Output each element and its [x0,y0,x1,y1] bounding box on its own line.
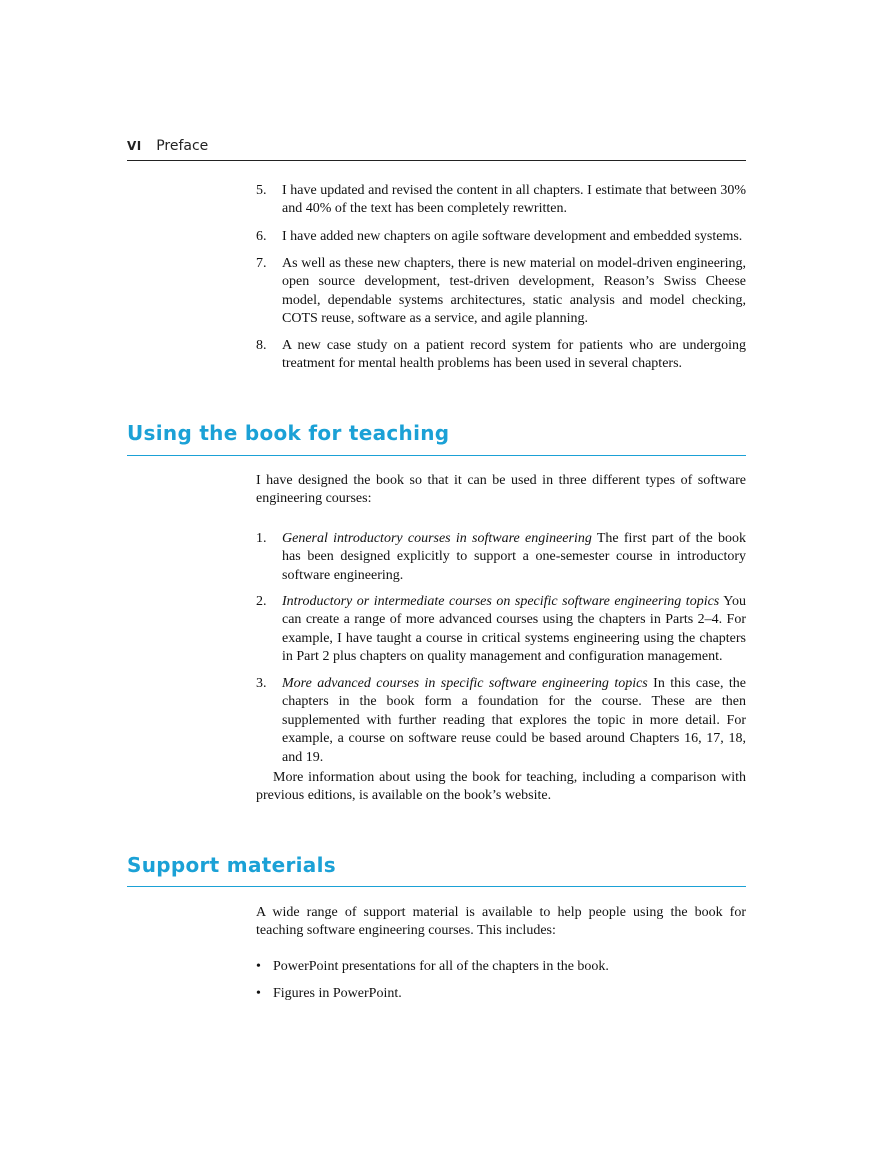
course-text [282,530,746,585]
bullet-item [256,958,746,976]
page-number: VI [127,139,142,153]
bullet-dot: • [256,959,261,974]
teaching-more-info: More information about using the book for teaching, including a comparison with previous editions, is available on the book’s website. [256,770,746,804]
section-rule [127,886,746,887]
course-text [282,593,746,667]
course-title: More advanced courses in specific software engineering topics [282,676,648,691]
bullet-text: Figures in PowerPoint. [273,986,402,1001]
course-item [256,675,746,767]
list-item-text: As well as these new chapters, there is new material on model-driven engineering, open source development, test-driven development, Reason’s Swiss Cheese model, dependable systems architectures, static analysis and model checking, COTS reuse, software as a service, and agile planning. [282,256,746,327]
list-item-number: 5. [256,183,267,198]
list-item-number: 6. [256,229,267,244]
support-intro: A wide range of support material is available to help people using the book for teaching software engineering courses. This includes: [256,905,746,939]
section-heading-support: Support materials [127,853,336,877]
list-item-number: 7. [256,256,267,271]
course-item [256,593,746,667]
course-description: You can create a range of more advanced courses using the chapters in Parts 2–4. For example, I have taught a course in critical systems engineering using the chapters in Part 2 plus chapters on quality management and configuration management. [282,594,746,665]
list-item [256,337,746,374]
bullet-text: PowerPoint presentations for all of the chapters in the book. [273,959,609,974]
list-item [256,182,746,219]
running-head-title: Preface [156,138,209,154]
course-description: In this case, the chapters in the book form a foundation for the course. These are then supplemented with further reading that explores the topic in more detail. For example, a course on software reuse could be based around Chapters 16, 17, 18, and 19. [282,676,746,765]
section-heading-teaching: Using the book for teaching [127,421,450,445]
list-item-number: 8. [256,338,267,353]
list-item-text: I have added new chapters on agile software development and embedded systems. [282,229,743,244]
list-item [256,228,746,246]
section-rule [127,455,746,456]
list-item-text: I have updated and revised the content in all chapters. I estimate that between 30% and 40% of the text has been completely rewritten. [282,183,746,217]
course-title: General introductory courses in software engineering [282,531,592,546]
list-item-text: A new case study on a patient record system for patients who are undergoing treatment for mental health problems has been used in several chapters. [282,338,746,372]
course-item [256,530,746,585]
header-rule [127,160,746,161]
course-description: The first part of the book has been designed explicitly to support a one-semester course in introductory software engineering. [282,531,746,583]
bullet-item [256,985,746,1003]
course-number: 3. [256,676,267,691]
teaching-intro: I have designed the book so that it can be used in three different types of software engineering courses: [256,473,746,507]
course-title: Introductory or intermediate courses on specific software engineering topics [282,594,720,609]
course-text [282,675,746,767]
list-item [256,255,746,329]
bullet-dot: • [256,986,261,1001]
course-number: 2. [256,594,267,609]
running-head [127,138,746,160]
course-number: 1. [256,531,267,546]
